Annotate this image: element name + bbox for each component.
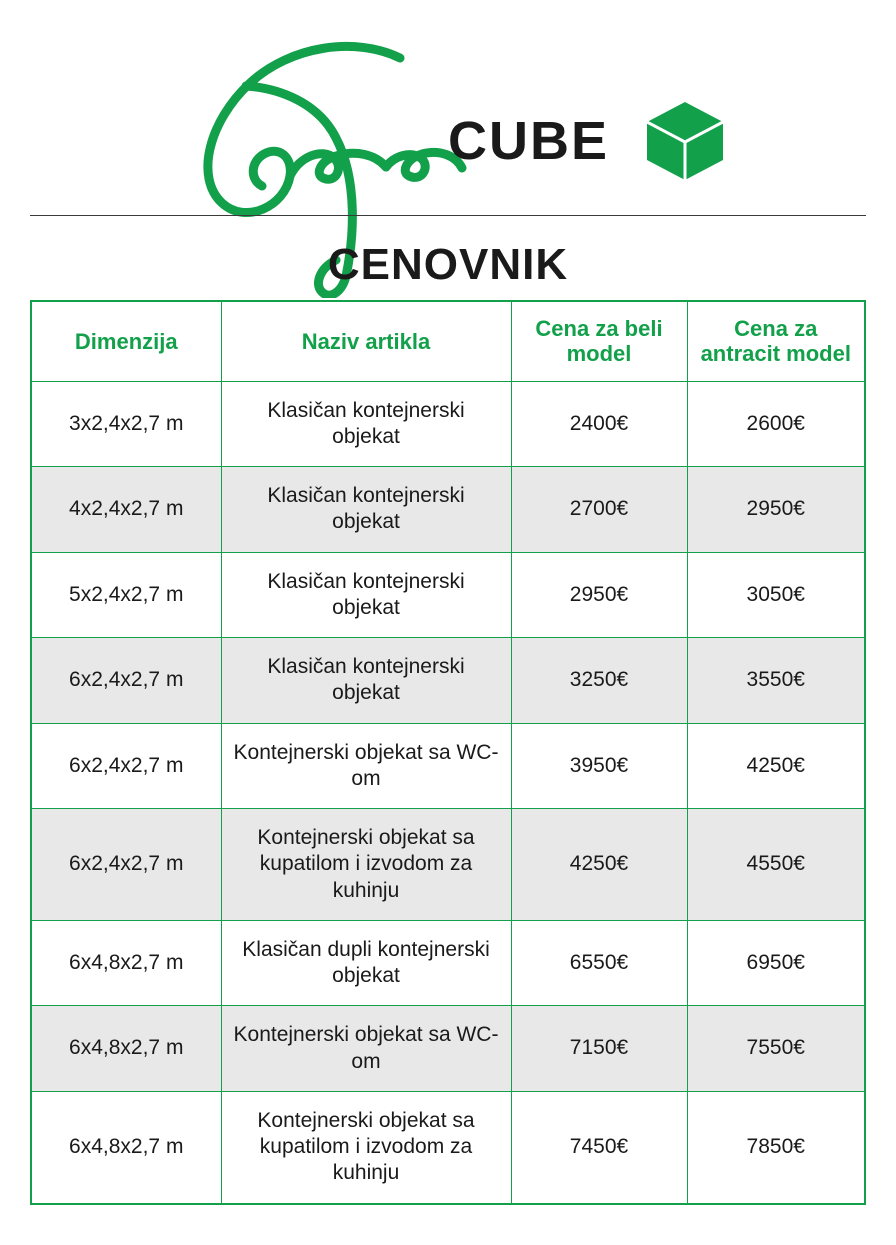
- cell-price-white: 4250€: [511, 809, 687, 921]
- cell-article-name: Kontejnerski objekat sa kupatilom i izvodom za kuhinju: [221, 1091, 511, 1203]
- column-header-anthracite-price: Cena za antracit model: [687, 301, 865, 381]
- cell-article-name: Klasičan dupli kontejnerski objekat: [221, 920, 511, 1006]
- cell-price-white: 2400€: [511, 381, 687, 467]
- cell-dimension: 6x2,4x2,7 m: [31, 723, 221, 809]
- cell-price-white: 7150€: [511, 1006, 687, 1092]
- cell-price-anthracite: 4250€: [687, 723, 865, 809]
- cell-price-anthracite: 7850€: [687, 1091, 865, 1203]
- table-row: [31, 809, 865, 921]
- green-cube-icon: [645, 100, 725, 182]
- cell-price-anthracite: 2600€: [687, 381, 865, 467]
- cell-dimension: 6x2,4x2,7 m: [31, 638, 221, 724]
- cell-dimension: 5x2,4x2,7 m: [31, 552, 221, 638]
- table-row: [31, 723, 865, 809]
- cell-price-white: 2700€: [511, 467, 687, 553]
- cell-article-name: Kontejnerski objekat sa WC-om: [221, 723, 511, 809]
- cell-article-name: Klasičan kontejnerski objekat: [221, 381, 511, 467]
- cell-article-name: Kontejnerski objekat sa kupatilom i izvodom za kuhinju: [221, 809, 511, 921]
- cell-price-white: 3250€: [511, 638, 687, 724]
- brand-header: [0, 0, 896, 300]
- brand-wordmark: CUBE: [448, 111, 610, 171]
- table-row: [31, 467, 865, 553]
- cell-price-anthracite: 6950€: [687, 920, 865, 1006]
- cell-dimension: 4x2,4x2,7 m: [31, 467, 221, 553]
- cell-dimension: 3x2,4x2,7 m: [31, 381, 221, 467]
- table-row: [31, 638, 865, 724]
- column-header-white-price: Cena za beli model: [511, 301, 687, 381]
- cell-price-anthracite: 3050€: [687, 552, 865, 638]
- pricing-table: [30, 300, 866, 1205]
- cell-dimension: 6x4,8x2,7 m: [31, 1091, 221, 1203]
- table-row: [31, 552, 865, 638]
- cell-article-name: Klasičan kontejnerski objekat: [221, 552, 511, 638]
- cell-price-anthracite: 4550€: [687, 809, 865, 921]
- cell-price-white: 3950€: [511, 723, 687, 809]
- cell-dimension: 6x2,4x2,7 m: [31, 809, 221, 921]
- cell-dimension: 6x4,8x2,7 m: [31, 1006, 221, 1092]
- column-header-dimension: Dimenzija: [31, 301, 221, 381]
- cell-price-anthracite: 3550€: [687, 638, 865, 724]
- table-header-row: [31, 301, 865, 381]
- cell-article-name: Klasičan kontejnerski objekat: [221, 467, 511, 553]
- pricing-table-container: [0, 300, 896, 1245]
- cell-dimension: 6x4,8x2,7 m: [31, 920, 221, 1006]
- table-body: [31, 381, 865, 1204]
- table-row: [31, 1091, 865, 1203]
- cell-price-white: 2950€: [511, 552, 687, 638]
- table-header: [31, 301, 865, 381]
- header-divider: [30, 215, 866, 216]
- column-header-article-name: Naziv artikla: [221, 301, 511, 381]
- cell-price-white: 7450€: [511, 1091, 687, 1203]
- table-row: [31, 920, 865, 1006]
- table-row: [31, 381, 865, 467]
- cell-article-name: Klasičan kontejnerski objekat: [221, 638, 511, 724]
- cell-price-white: 6550€: [511, 920, 687, 1006]
- table-row: [31, 1006, 865, 1092]
- cell-price-anthracite: 7550€: [687, 1006, 865, 1092]
- cell-article-name: Kontejnerski objekat sa WC-om: [221, 1006, 511, 1092]
- page-title: CENOVNIK: [327, 240, 569, 289]
- cell-price-anthracite: 2950€: [687, 467, 865, 553]
